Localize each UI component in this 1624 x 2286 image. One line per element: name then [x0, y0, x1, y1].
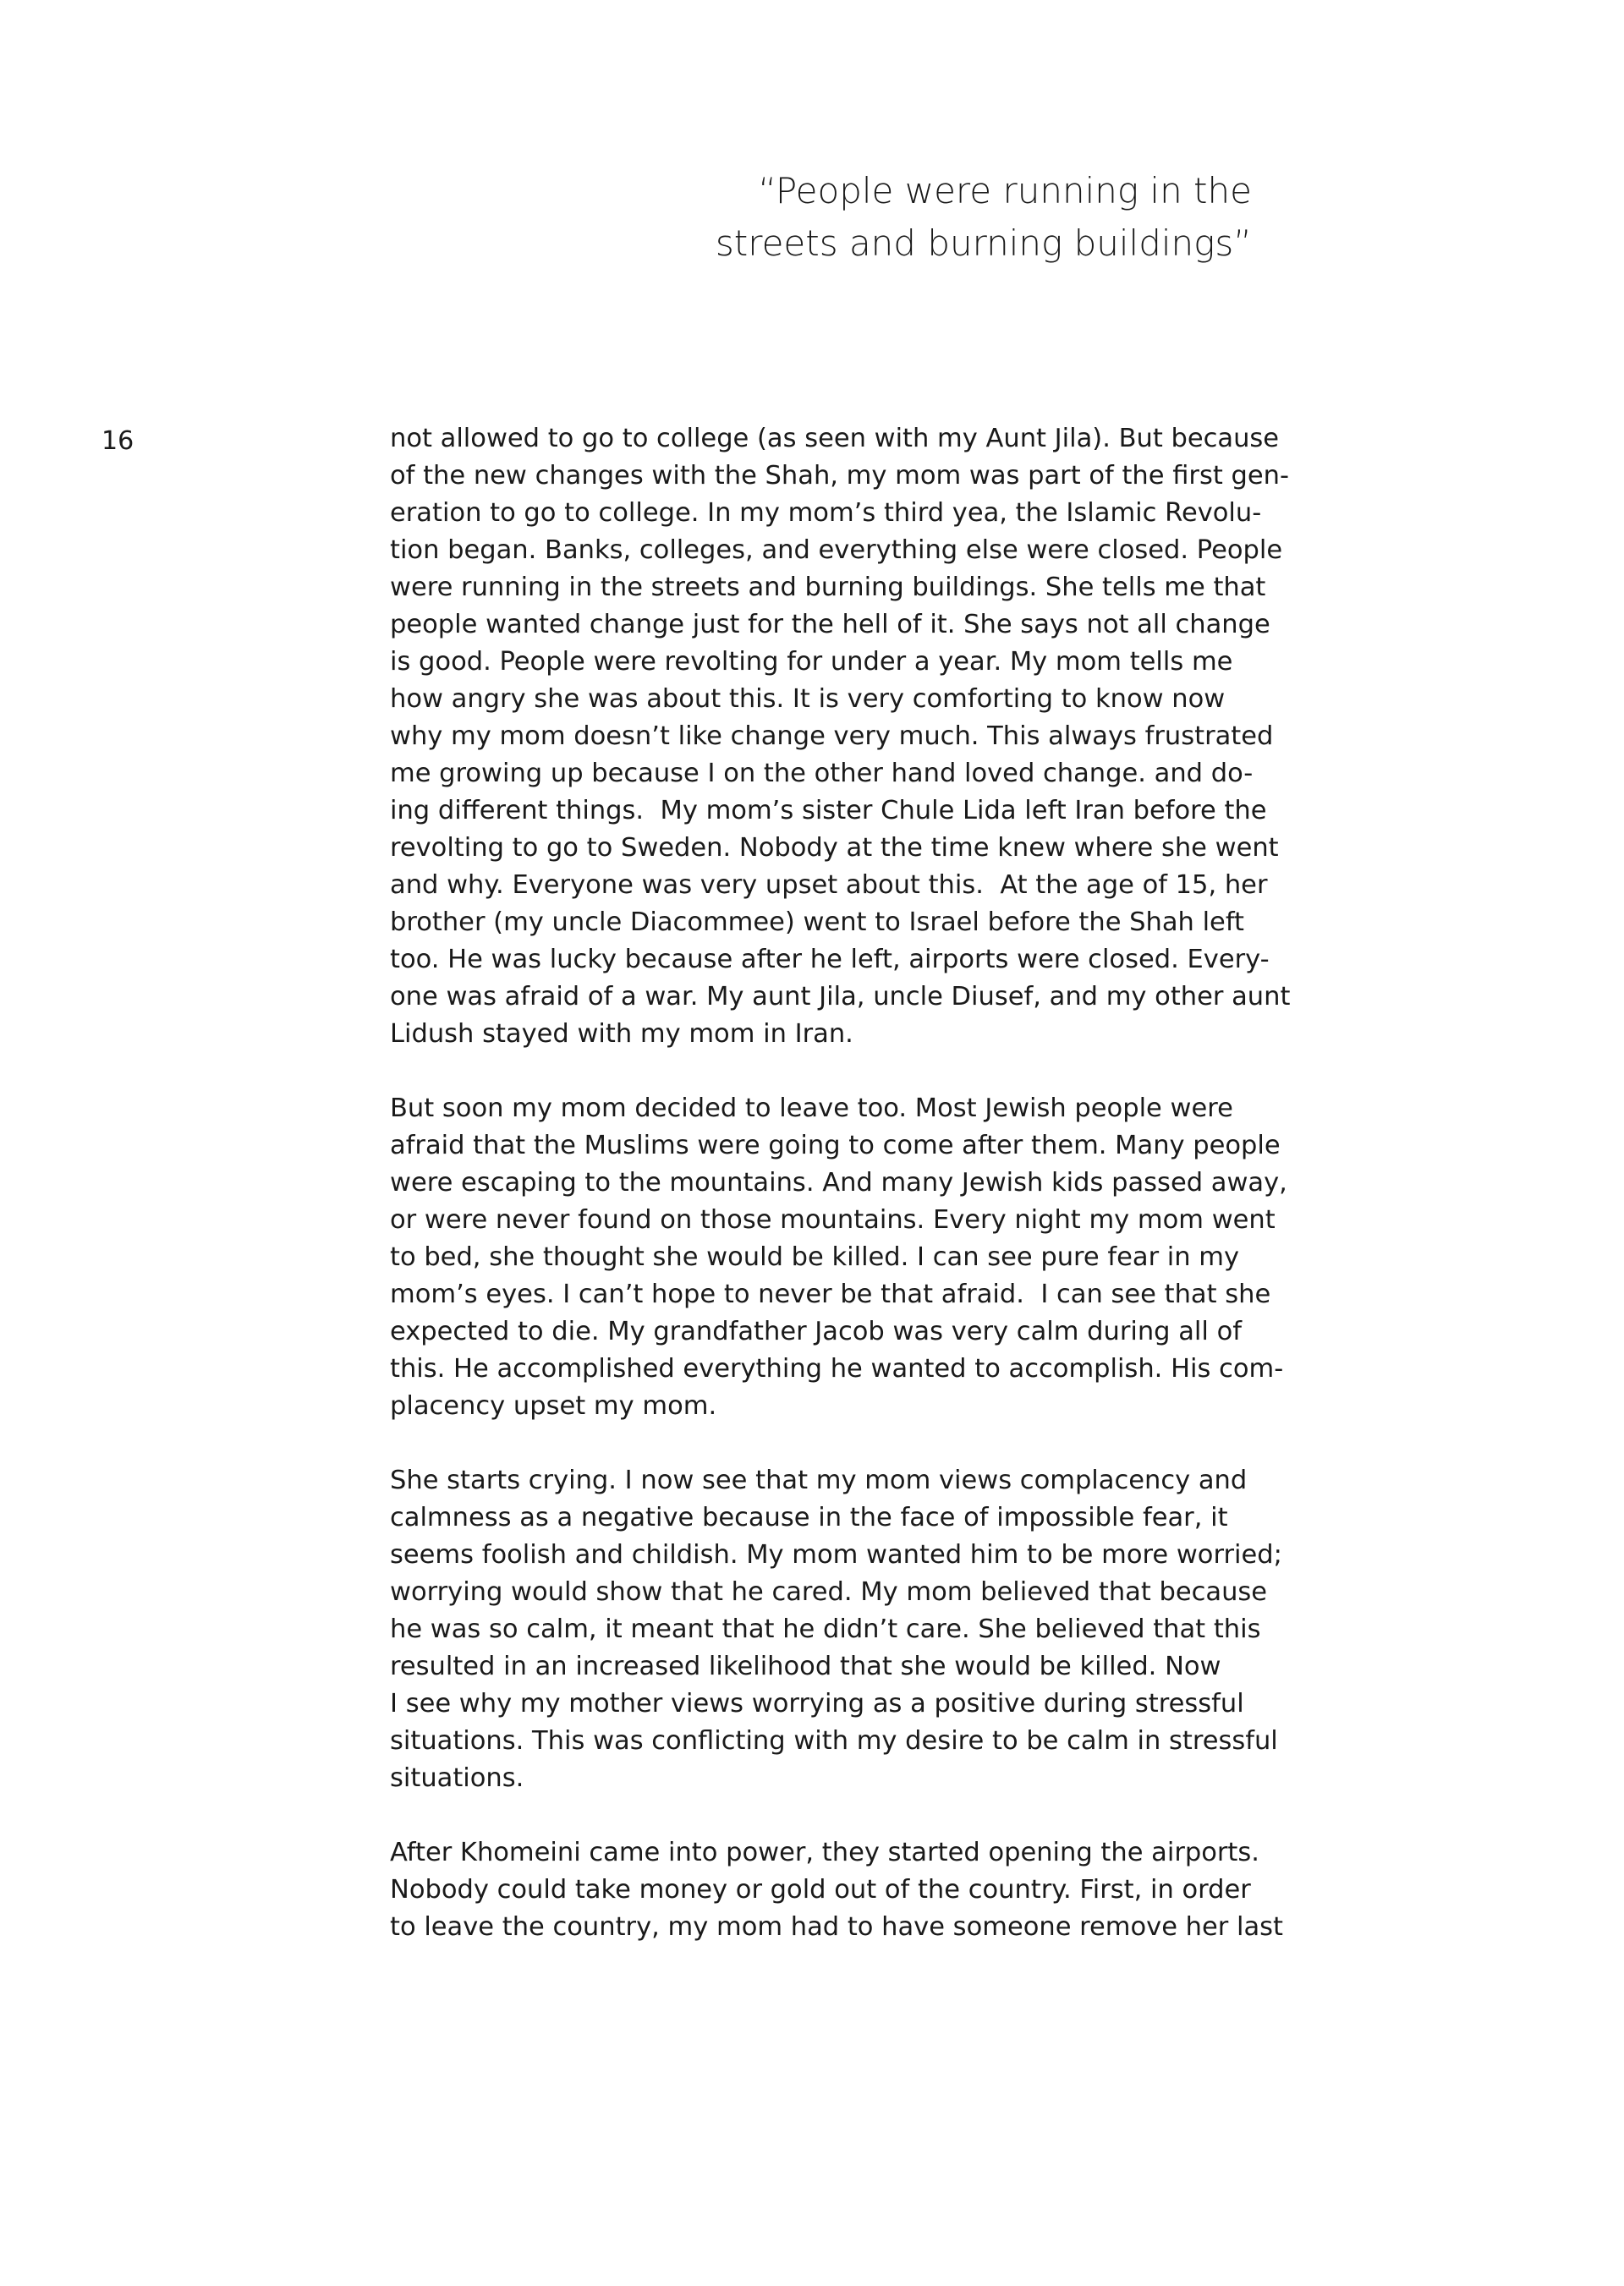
text-line: and why. Everyone was very upset about this. At the age of 15, her — [390, 870, 1268, 900]
text-line: afraid that the Muslims were going to come after them. Many people — [390, 1131, 1281, 1160]
text-line: people wanted change just for the hell of it. She says not all change — [390, 610, 1270, 639]
text-line: mom’s eyes. I can’t hope to never be that afraid. I can see that she — [390, 1280, 1271, 1309]
text-line: too. He was lucky because after he left, airports were closed. Every- — [390, 945, 1270, 974]
pull-quote — [694, 165, 1252, 270]
text-line: or were never found on those mountains. Every night my mom went — [390, 1205, 1276, 1235]
text-line: is good. People were revolting for under a year. My mom tells me — [390, 647, 1233, 677]
pull-quote-line: streets and burning buildings” — [715, 222, 1252, 264]
text-line: expected to die. My grandfather Jacob was very calm during all of — [390, 1317, 1242, 1346]
text-line: why my mom doesn’t like change very much. This always frustrated — [390, 721, 1274, 751]
text-line: this. He accomplished everything he wanted to accomplish. His com- — [390, 1354, 1284, 1384]
page-number: 16 — [102, 426, 134, 456]
text-line: to bed, she thought she would be killed. I can see pure fear in my — [390, 1242, 1240, 1272]
text-line: one was afraid of a war. My aunt Jila, uncle Diusef, and my other aunt — [390, 982, 1291, 1011]
text-line: how angry she was about this. It is very comforting to know now — [390, 684, 1226, 714]
text-line: tion began. Banks, colleges, and everything else were closed. People — [390, 535, 1283, 565]
text-line: he was so calm, it meant that he didn’t care. She believed that this — [390, 1614, 1261, 1644]
text-line: of the new changes with the Shah, my mom was part of the first gen- — [390, 461, 1289, 491]
text-line: worrying would show that he cared. My mom believed that because — [390, 1577, 1268, 1607]
text-line: She starts crying. I now see that my mom views complacency and — [390, 1466, 1248, 1495]
text-line: Lidush stayed with my mom in Iran. — [390, 1019, 853, 1049]
paragraph — [390, 1834, 1284, 1946]
text-line: were running in the streets and burning buildings. She tells me that — [390, 573, 1266, 602]
text-line: placency upset my mom. — [390, 1391, 717, 1421]
text-line: were escaping to the mountains. And many Jewish kids passed away, — [390, 1168, 1287, 1198]
text-line: calmness as a negative because in the face of impossible fear, it — [390, 1503, 1228, 1532]
text-line: situations. — [390, 1763, 524, 1793]
paragraph — [390, 1090, 1287, 1425]
text-line: not allowed to go to college (as seen with my Aunt Jila). But because — [390, 424, 1280, 453]
text-line: situations. This was conflicting with my desire to be calm in stressful — [390, 1726, 1278, 1756]
text-line: brother (my uncle Diacommee) went to Israel before the Shah left — [390, 907, 1244, 937]
text-line: revolting to go to Sweden. Nobody at the time knew where she went — [390, 833, 1279, 863]
pull-quote-line: “People were running in the — [758, 170, 1252, 211]
text-line: me growing up because I on the other hand loved change. and do- — [390, 759, 1254, 788]
paragraph — [390, 420, 1291, 1053]
text-line: But soon my mom decided to leave too. Most Jewish people were — [390, 1094, 1233, 1123]
text-line: eration to go to college. In my mom’s third yea, the Islamic Revolu- — [390, 498, 1262, 528]
body-text — [390, 420, 1291, 1946]
text-line: ing different things. My mom’s sister Chule Lida left Iran before the — [390, 796, 1267, 825]
text-line: I see why my mother views worrying as a positive during stressful — [390, 1689, 1244, 1719]
paragraph — [390, 1462, 1282, 1797]
text-line: Nobody could take money or gold out of the country. First, in order — [390, 1875, 1251, 1905]
text-line: resulted in an increased likelihood that she would be killed. Now — [390, 1652, 1221, 1681]
text-line: seems foolish and childish. My mom wanted him to be more worried; — [390, 1540, 1282, 1570]
text-line: After Khomeini came into power, they started opening the airports. — [390, 1838, 1259, 1867]
text-line: to leave the country, my mom had to have someone remove her last — [390, 1912, 1284, 1942]
